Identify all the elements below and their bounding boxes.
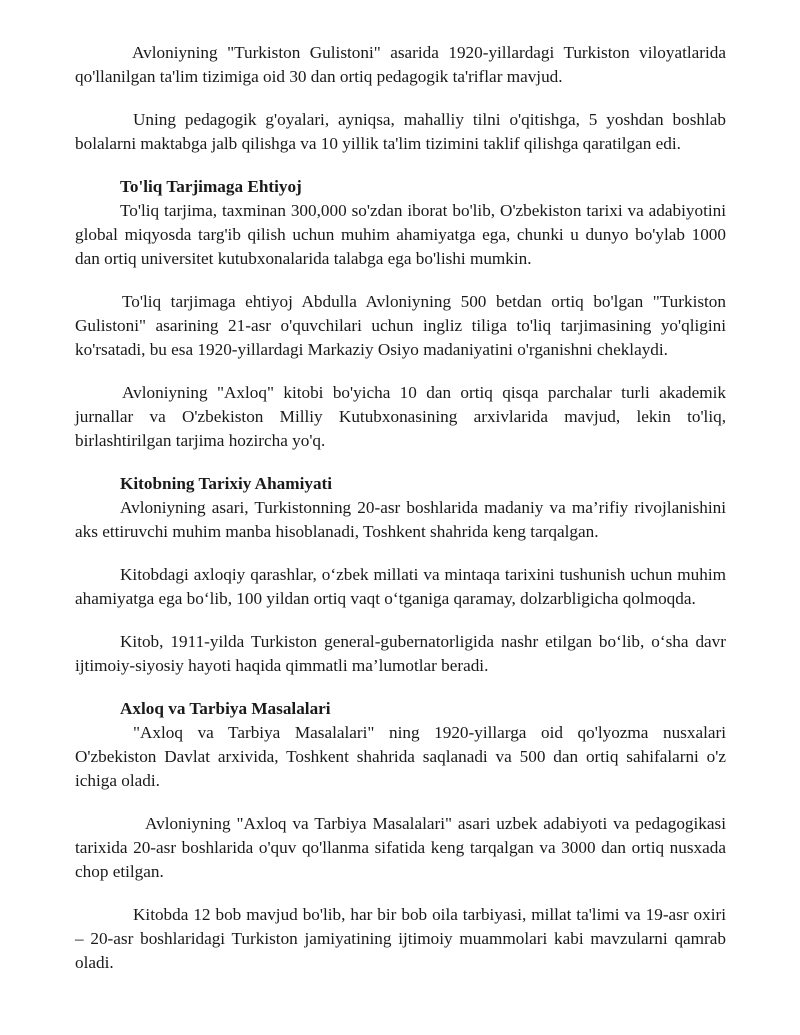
paragraph: Avloniyning "Axloq" kitobi bo'yicha 10 dan ortiq qisqa parchalar turli akademik jurnallar va O'zbekiston Milliy Kutubxonasining arxivlarida mavjud, lekin to'liq, birlashtirilgan tarjima hozircha yo'q. [75,383,726,451]
paragraph: Kitob, 1911-yilda Turkiston general-gubernatorligida nashr etilgan bo‘lib, o‘sha davr ijtimoiy-siyosiy hayoti haqida qimmatli ma’lumotlar beradi. [75,631,726,676]
paragraph: To'liq tarjima, taxminan 300,000 so'zdan iborat bo'lib, O'zbekiston tarixi va adabiyotini global miqyosda targ'ib qilish uchun muhim ahamiyatga ega, chunki u dunyo bo'ylab 1000 dan ortiq universitet kutubxonalarida talabga ega bo'lishi mumkin. [75,200,726,269]
section-heading: To'liq Tarjimaga Ehtiyoj [120,176,302,196]
paragraph: Avloniyning asari, Turkistonning 20-asr boshlarida madaniy va ma’rifiy rivojlanishini aks ettiruvchi muhim manba hisoblanadi, Toshkent shahrida keng tarqalgan. [75,498,726,542]
paragraph: To'liq tarjimaga ehtiyoj Abdulla Avloniyning 500 betdan ortiq bo'lgan "Turkiston Gulistoni" asarining 21-asr o'quvchilari uchun ingliz tiliga to'liq tarjimasining yo'qligini ko'rsatadi, bu esa 1920-yillardagi Markaziy Osiyo madaniyatini o'rganishni cheklaydi. [75,291,726,360]
paragraph: "Axloq va Tarbiya Masalalari" ning 1920-yillarga oid qo'lyozma nusxalari O'zbekiston Davlat arxivida, Toshkent shahrida saqlanadi va 500 dan ortiq sahifalarni o'z ichiga oladi. [75,722,726,791]
section-heading: Axloq va Tarbiya Masalalari [120,698,331,718]
paragraph: Kitobda 12 bob mavjud bo'lib, har bir bob oila tarbiyasi, millat ta'limi va 19-asr oxiri – 20-asr boshlaridagi Turkiston jamiyatining ijtimoiy muammolari kabi mavzularni qamrab oladi. [75,905,726,973]
section-heading: Kitobning Tarixiy Ahamiyati [120,474,333,494]
paragraph: Avloniyning "Axloq va Tarbiya Masalalari" asari uzbek adabiyoti va pedagogikasi tarixida 20-asr boshlarida o'quv qo'llanma sifatida keng tarqalgan va 3000 dan ortiq nusxada chop etilgan. [75,813,726,882]
paragraph: Uning pedagogik g'oyalari, ayniqsa, mahalliy tilni o'qitishga, 5 yoshdan boshlab bolalarni maktabga jalb qilishga va 10 yillik ta'lim tizimini taklif qilishga qaratilgan edi. [75,109,726,154]
paragraph: Kitobdagi axloqiy qarashlar, o‘zbek millati va mintaqa tarixini tushunish uchun muhim ahamiyatga ega bo‘lib, 100 yildan ortiq vaqt o‘tganiga qaramay, dolzarbligicha qolmoqda. [75,565,726,609]
paragraph: Avloniyning "Turkiston Gulistoni" asarida 1920-yillardagi Turkiston viloyatlarida qo'llanilgan ta'lim tizimiga oid 30 dan ortiq pedagogik ta'riflar mavjud. [75,43,726,87]
document-page [75,41,726,976]
